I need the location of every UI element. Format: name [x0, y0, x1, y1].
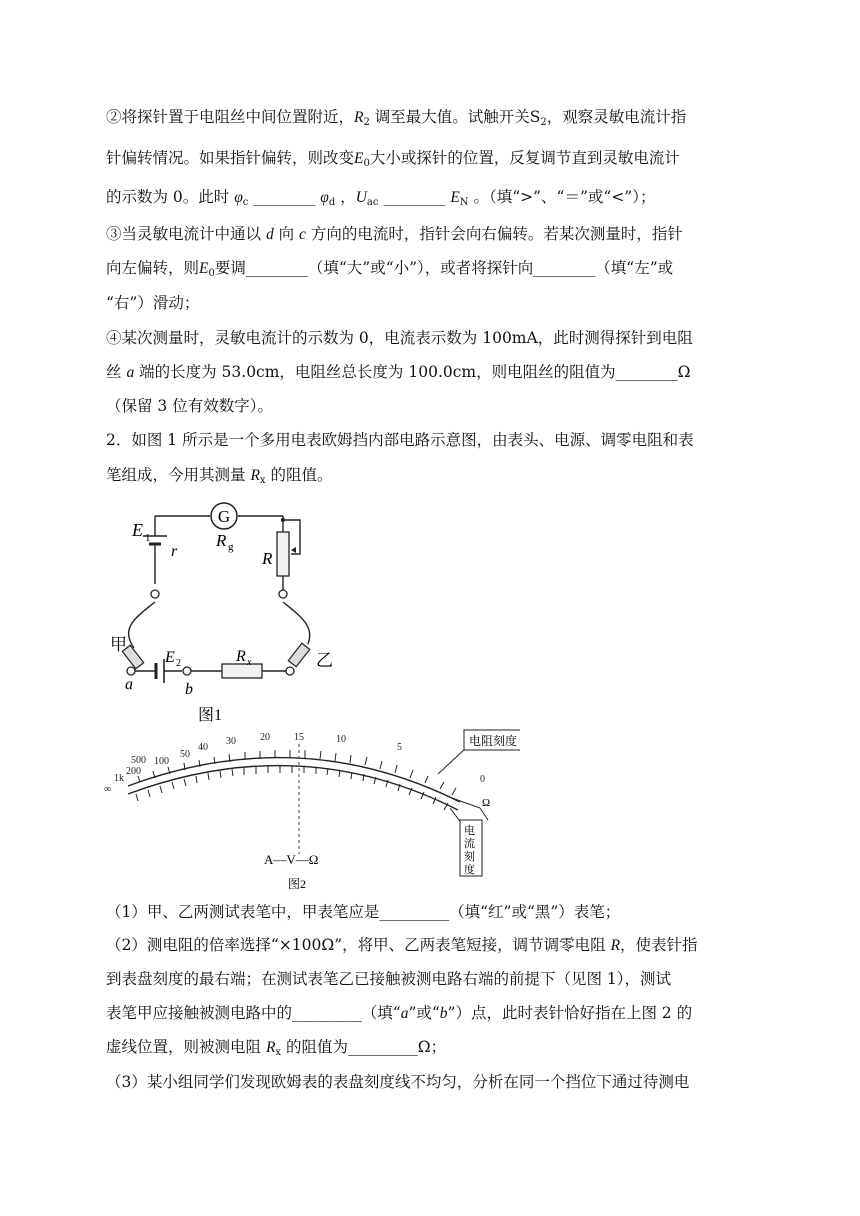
svg-text:b: b: [185, 681, 193, 698]
figure-2-meter-scale: [100, 722, 520, 894]
text-line-1: ②将探针置于电阻丝中间位置附近，$R_2$ 调至最大值。试触开关$S_2$，观察灵敏电流计指: [106, 108, 687, 128]
text-line-15: 表笔甲应接触被测电路中的_________（填“a”或“b”）点，此时表针恰好指在上图 2 的: [106, 1004, 693, 1022]
svg-text:R: R: [236, 648, 246, 665]
text-line-5: 向左偏转，则$E_0$要调________（填“大”或“小”），或者将探针向________（填“左”或: [106, 259, 674, 279]
svg-text:a: a: [125, 676, 133, 693]
svg-text:R: R: [262, 549, 273, 568]
svg-text:1k: 1k: [114, 773, 124, 784]
current-scale-label-4: 度: [464, 864, 475, 876]
svg-text:0: 0: [480, 774, 485, 785]
svg-text:40: 40: [198, 742, 208, 753]
probe-yi-icon: [288, 643, 309, 666]
svg-text:15: 15: [294, 732, 304, 743]
svg-text:R: R: [216, 531, 227, 550]
text-line-10: 2．如图 1 所示是一个多用电表欧姆挡内部电路示意图，由表头、电源、调零电阻和表: [106, 431, 694, 449]
text-line-8: 丝 a 端的长度为 53.0cm，电阻丝总长度为 100.0cm，则电阻丝的阻值为________Ω: [106, 363, 691, 381]
current-scale-label-2: 流: [464, 838, 475, 850]
svg-text:x: x: [247, 657, 252, 668]
figure-2-caption: 图2: [288, 877, 307, 891]
svg-text:E: E: [132, 520, 143, 540]
svg-text:1: 1: [145, 532, 151, 544]
text-line-2: 针偏转情况。如果指针偏转，则改变$E_0$大小或探针的位置，反复调节直到灵敏电流计: [106, 149, 680, 169]
galvanometer-label: G: [217, 507, 231, 526]
svg-text:乙: 乙: [316, 651, 333, 670]
text-line-7: ④某次测量时，灵敏电流计的示数为 0，电流表示数为 100mA，此时测得探针到电阻: [106, 329, 693, 347]
figure-1-circuit: [110, 498, 350, 728]
current-scale-label-3: 刻: [464, 851, 475, 863]
svg-text:30: 30: [226, 736, 236, 747]
svg-text:∞: ∞: [104, 784, 112, 795]
text-line-16: 虚线位置，则被测电阻 $R_x$ 的阻值为_________Ω；: [106, 1038, 447, 1058]
svg-text:r: r: [171, 543, 178, 560]
text-line-4: ③当灵敏电流计中通以 d 向 c 方向的电流时，指针会向右偏转。若某次测量时，指针: [106, 225, 683, 243]
text-line-11: 笔组成，今用其测量 $R_x$ 的阻值。: [106, 466, 333, 486]
text-line-6: “右”）滑动；: [106, 294, 200, 312]
svg-text:5: 5: [397, 742, 402, 753]
svg-text:g: g: [228, 541, 234, 553]
current-scale-label-1: 电: [464, 825, 475, 837]
svg-text:50: 50: [180, 749, 190, 760]
svg-text:甲: 甲: [110, 635, 127, 654]
resistance-scale-label: 电阻刻度: [469, 734, 518, 748]
meter-mode-label: A—V—Ω: [264, 852, 319, 867]
svg-text:2: 2: [176, 658, 181, 669]
svg-text:20: 20: [260, 732, 270, 743]
svg-text:E: E: [165, 649, 175, 666]
svg-text:10: 10: [336, 734, 346, 745]
text-line-13: （2）测电阻的倍率选择“×100Ω”，将甲、乙两表笔短接，调节调零电阻 R，使表针指: [106, 936, 698, 954]
text-line-17: （3）某小组同学们发现欧姆表的表盘刻度线不均匀，分析在同一个挡位下通过待测电: [106, 1073, 690, 1091]
text-line-9: （保留 3 位有效数字）。: [106, 397, 273, 415]
text-line-14: 到表盘刻度的最右端；在测试表笔乙已接触被测电路右端的前提下（见图 1），测试: [106, 970, 672, 988]
svg-text:200: 200: [126, 766, 141, 777]
figure-1-caption: 图1: [198, 707, 223, 724]
svg-text:Ω: Ω: [482, 797, 491, 809]
text-line-3: 的示数为 0。此时 $\varphi_c$ ________ $\varphi_d$ ，$U_{ac}$ ________ $E_N$ 。（填“>”、“＝”或“<”）；: [106, 188, 656, 208]
svg-text:100: 100: [154, 756, 169, 767]
svg-text:500: 500: [131, 755, 146, 766]
text-line-12: （1）甲、乙两测试表笔中，甲表笔应是_________（填“红”或“黑”）表笔；: [106, 903, 621, 921]
